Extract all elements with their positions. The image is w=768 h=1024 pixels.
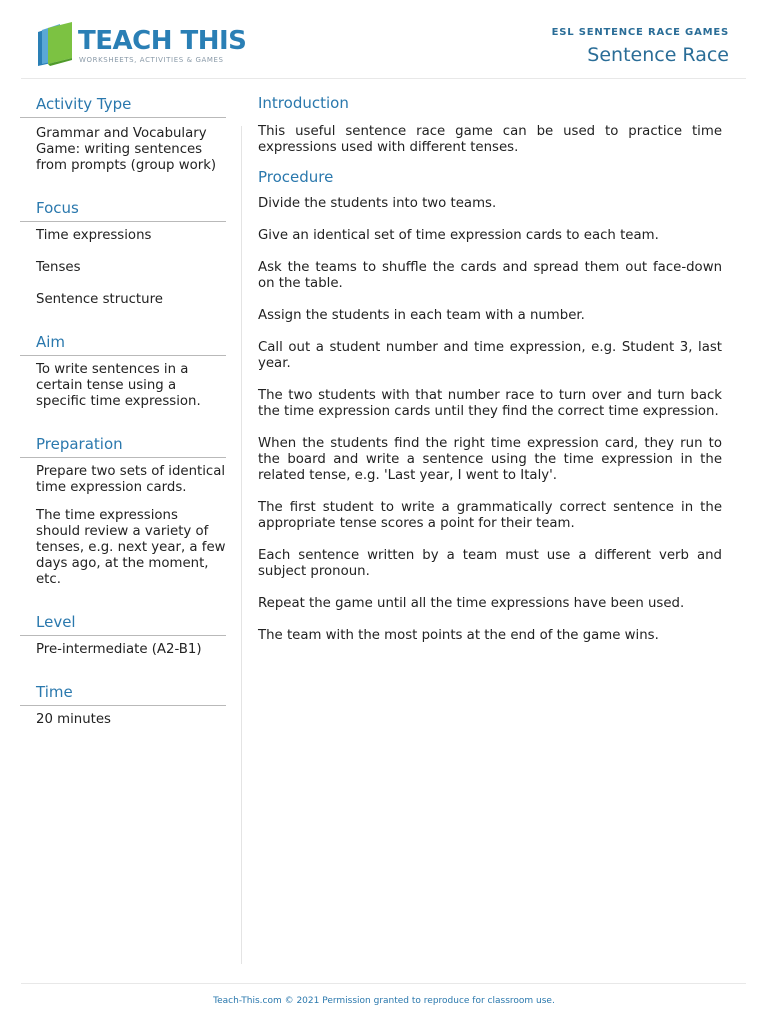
page-title: Sentence Race (587, 44, 729, 66)
procedure-step: When the students find the right time expression card, they run to the board and write a sentence using the time expression in the related tense, e.g. 'Last year, I went to Italy'. (258, 436, 722, 483)
aim-heading: Aim (20, 330, 226, 356)
activity-type-text: Grammar and Vocabulary Game: writing sentences from prompts (group work) (36, 126, 217, 173)
level-section (20, 610, 226, 658)
time-heading: Time (20, 680, 226, 706)
procedure-step: Each sentence written by a team must use a different verb and subject pronoun. (258, 548, 722, 579)
preparation-item: Prepare two sets of identical time expression cards. (36, 464, 226, 495)
aim-section (20, 330, 226, 410)
procedure-step: Repeat the game until all the time expressions have been used. (258, 596, 685, 611)
procedure-step: Call out a student number and time expression, e.g. Student 3, last year. (258, 340, 722, 371)
focus-item: Tenses (36, 260, 81, 275)
preparation-section (20, 432, 226, 588)
procedure-heading: Procedure (258, 168, 334, 186)
procedure-step: The first student to write a grammatically correct sentence in the appropriate tense scores a point for their team. (258, 500, 722, 531)
procedure-step: Assign the students in each team with a number. (258, 308, 585, 323)
procedure-step: Divide the students into two teams. (258, 196, 497, 211)
book-logo-icon (36, 22, 76, 68)
aim-text: To write sentences in a certain tense using a specific time expression. (36, 362, 201, 409)
footer-divider (21, 983, 746, 984)
focus-section (20, 196, 226, 308)
time-text: 20 minutes (36, 712, 111, 727)
introduction-text: This useful sentence race game can be used to practice time expressions used with different tenses. (258, 124, 722, 155)
footer-copyright[interactable]: Teach-This.com © 2021 Permission granted to reproduce for classroom use. (213, 996, 555, 1006)
level-heading: Level (20, 610, 226, 636)
column-divider (241, 126, 242, 964)
procedure-step: Ask the teams to shuffle the cards and spread them out face-down on the table. (258, 260, 722, 291)
focus-item: Sentence structure (36, 292, 163, 307)
introduction-heading: Introduction (258, 94, 349, 112)
procedure-steps (258, 196, 722, 644)
main-content (258, 94, 722, 660)
focus-heading: Focus (20, 196, 226, 222)
logo-tagline: WORKSHEETS, ACTIVITIES & GAMES (79, 56, 224, 64)
sidebar (20, 92, 226, 744)
procedure-step: Give an identical set of time expression cards to each team. (258, 228, 659, 243)
teach-this-logo[interactable] (36, 22, 247, 70)
level-text: Pre-intermediate (A2-B1) (36, 642, 202, 657)
activity-type-section (20, 92, 226, 174)
page-header (0, 0, 768, 78)
preparation-item: The time expressions should review a variety of tenses, e.g. next year, a few days ago, at the moment, etc. (36, 508, 226, 587)
preparation-heading: Preparation (20, 432, 226, 458)
page-kicker: ESL SENTENCE RACE GAMES (551, 27, 729, 38)
header-divider (21, 78, 746, 79)
procedure-step: The two students with that number race to turn over and turn back the time expression cards until they find the correct time expression. (258, 388, 722, 419)
time-section (20, 680, 226, 728)
focus-item: Time expressions (36, 228, 152, 243)
activity-type-heading: Activity Type (20, 92, 226, 118)
logo-wordmark: TEACH THIS (78, 26, 247, 56)
procedure-step: The team with the most points at the end of the game wins. (258, 628, 659, 643)
